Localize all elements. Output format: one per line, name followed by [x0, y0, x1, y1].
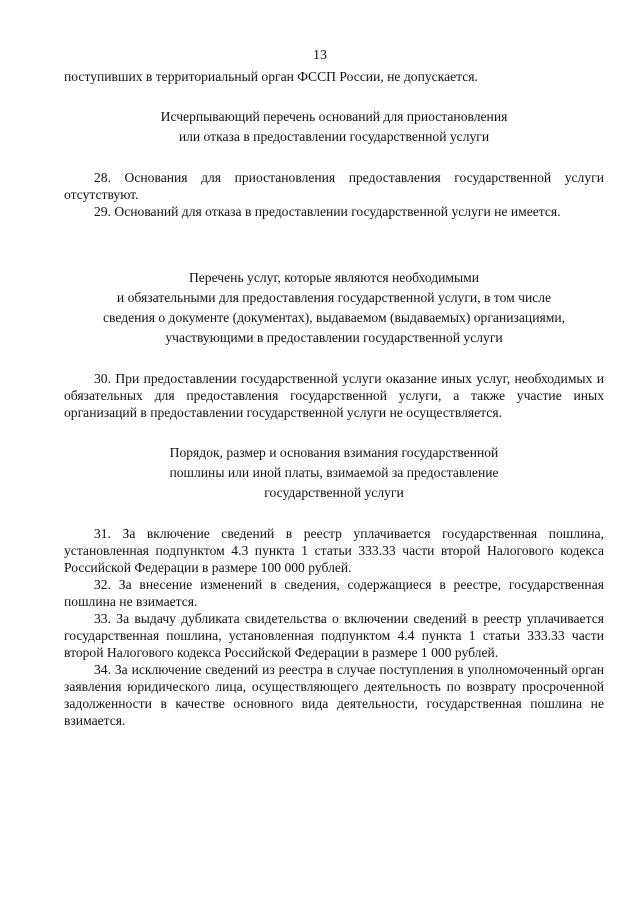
- heading-line: участвующими в предоставлении государственной услуги: [165, 330, 503, 345]
- heading-services: [64, 268, 604, 348]
- heading-line: Перечень услуг, которые являются необходимыми: [188, 270, 480, 285]
- paragraph-30: 30. При предоставлении государственной услуги оказание иных услуг, необходимых и обязательных для предоставления государственной услуги, а также участие иных организаций в предоставлении государственной услуги не осуществляется.: [64, 371, 604, 420]
- intro-line: поступивших в территориальный орган ФССП России, не допускается.: [64, 69, 478, 84]
- heading-line: сведения о документе (документах), выдаваемом (выдаваемых) организациями,: [102, 310, 565, 325]
- heading-line: государственной услуги: [264, 485, 404, 500]
- heading-fees: [64, 443, 604, 503]
- page-content: [64, 68, 604, 729]
- heading-line: Порядок, размер и основания взимания государственной: [169, 445, 499, 460]
- heading-line: пошлины или иной платы, взимаемой за предоставление: [169, 465, 499, 480]
- page-number: 13: [313, 48, 327, 63]
- paragraph-28: 28. Основания для приостановления предоставления государственной услуги отсутствуют.: [64, 170, 604, 202]
- paragraph-33: 33. За выдачу дубликата свидетельства о включении сведений в реестр уплачивается государственная пошлина, установленная подпунктом 4.4 пункта 1 статьи 333.33 части второй Налогового кодекса Российской Федерации в размере 1 000 рублей.: [64, 611, 604, 660]
- paragraph-34: 34. За исключение сведений из реестра в случае поступления в уполномоченный орган заявления юридического лица, осуществляющего деятельность по возврату просроченной задолженности в качестве основного вида деятельности, государственная пошлина не взимается.: [64, 662, 604, 728]
- heading-suspension: [64, 107, 604, 147]
- paragraph-29: 29. Оснований для отказа в предоставлении государственной услуги не имеется.: [94, 204, 561, 219]
- heading-line: и обязательными для предоставления государственной услуги, в том числе: [116, 290, 552, 305]
- paragraph-31: 31. За включение сведений в реестр уплачивается государственная пошлина, установленная подпунктом 4.3 пункта 1 статьи 333.33 части второй Налогового кодекса Российской Федерации в размере 100 000 рублей.: [64, 526, 604, 575]
- heading-line: или отказа в предоставлении государственной услуги: [178, 129, 490, 144]
- heading-line: Исчерпывающий перечень оснований для приостановления: [160, 109, 508, 124]
- paragraph-32: 32. За внесение изменений в сведения, содержащиеся в реестре, государственная пошлина не взимается.: [64, 577, 604, 609]
